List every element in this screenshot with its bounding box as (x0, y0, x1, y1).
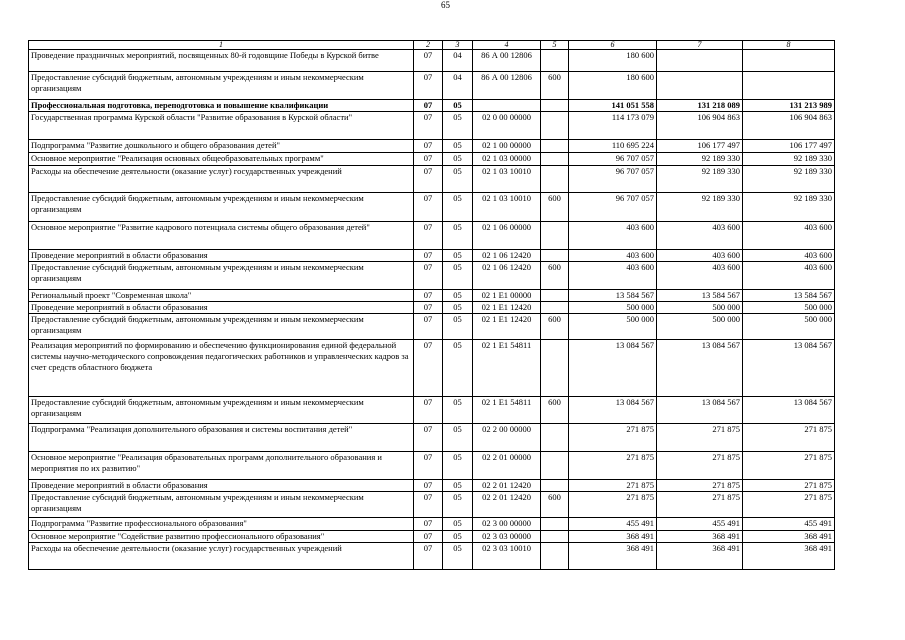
amount-year3-cell: 368 491 (743, 543, 835, 570)
target-article-cell: 02 3 03 00000 (473, 531, 541, 543)
target-article-cell: 02 0 00 00000 (473, 112, 541, 140)
expense-name-cell: Реализация мероприятий по формированию и обеспечению функционирования единой федеральной системы научно-методического сопровождения педагогических работников и управленческих кадров за счет средств областного бюджета (29, 340, 414, 397)
expense-name-cell: Проведение праздничных мероприятий, посвященных 80-й годовщине Победы в Курской битве (29, 50, 414, 72)
amount-year2-cell: 92 189 330 (657, 166, 743, 193)
table-row (29, 262, 835, 290)
section-code-cell: 07 (414, 50, 443, 72)
expense-name-cell: Профессиональная подготовка, переподготовка и повышение квалификации (29, 100, 414, 112)
section-code-cell: 07 (414, 314, 443, 340)
amount-year2-cell (657, 50, 743, 72)
target-article-cell: 02 2 01 12420 (473, 492, 541, 518)
table-row (29, 100, 835, 112)
amount-year3-cell: 271 875 (743, 480, 835, 492)
section-code-cell: 07 (414, 531, 443, 543)
table-row (29, 250, 835, 262)
expense-type-cell: 600 (541, 314, 569, 340)
expense-name-cell: Предоставление субсидий бюджетным, автономным учреждениям и иным некоммерческим организациям (29, 397, 414, 424)
subsection-code-cell: 05 (443, 140, 473, 153)
expense-type-cell (541, 112, 569, 140)
table-row (29, 302, 835, 314)
table-row (29, 452, 835, 480)
target-article-cell: 02 1 Е1 12420 (473, 314, 541, 340)
expense-name-cell: Проведение мероприятий в области образования (29, 250, 414, 262)
subsection-code-cell: 05 (443, 518, 473, 531)
budget-table (28, 40, 835, 570)
subsection-code-cell: 05 (443, 262, 473, 290)
amount-year1-cell: 13 084 567 (569, 340, 657, 397)
target-article-cell: 02 1 06 00000 (473, 222, 541, 250)
table-row (29, 72, 835, 100)
target-article-cell: 02 1 Е1 00000 (473, 290, 541, 302)
target-article-cell: 02 2 01 00000 (473, 452, 541, 480)
amount-year3-cell (743, 50, 835, 72)
amount-year1-cell: 368 491 (569, 531, 657, 543)
expense-type-cell (541, 153, 569, 166)
amount-year3-cell: 368 491 (743, 531, 835, 543)
expense-name-cell: Проведение мероприятий в области образования (29, 302, 414, 314)
subsection-code-cell: 05 (443, 452, 473, 480)
expense-name-cell: Подпрограмма "Реализация дополнительного образования и системы воспитания детей" (29, 424, 414, 452)
expense-name-cell: Основное мероприятие "Развитие кадрового потенциала системы общего образования детей" (29, 222, 414, 250)
target-article-cell: 02 1 06 12420 (473, 262, 541, 290)
amount-year1-cell: 141 051 558 (569, 100, 657, 112)
expense-name-cell: Предоставление субсидий бюджетным, автономным учреждениям и иным некоммерческим организациям (29, 262, 414, 290)
target-article-cell: 86 А 00 12806 (473, 50, 541, 72)
amount-year3-cell: 271 875 (743, 452, 835, 480)
amount-year2-cell: 403 600 (657, 222, 743, 250)
amount-year1-cell: 271 875 (569, 424, 657, 452)
table-row (29, 112, 835, 140)
section-code-cell: 07 (414, 424, 443, 452)
amount-year3-cell: 92 189 330 (743, 193, 835, 222)
amount-year2-cell (657, 72, 743, 100)
section-code-cell: 07 (414, 100, 443, 112)
section-code-cell: 07 (414, 397, 443, 424)
expense-type-cell (541, 543, 569, 570)
subsection-code-cell: 05 (443, 302, 473, 314)
expense-name-cell: Проведение мероприятий в области образования (29, 480, 414, 492)
table-row (29, 222, 835, 250)
amount-year3-cell: 403 600 (743, 250, 835, 262)
target-article-cell: 02 3 03 10010 (473, 543, 541, 570)
expense-type-cell (541, 302, 569, 314)
expense-type-cell (541, 518, 569, 531)
expense-type-cell (541, 140, 569, 153)
amount-year2-cell: 13 584 567 (657, 290, 743, 302)
page-number: 65 (441, 0, 450, 10)
subsection-code-cell: 05 (443, 193, 473, 222)
amount-year3-cell: 403 600 (743, 262, 835, 290)
expense-type-cell (541, 290, 569, 302)
amount-year3-cell: 13 084 567 (743, 397, 835, 424)
expense-name-cell: Подпрограмма "Развитие дошкольного и общего образования детей" (29, 140, 414, 153)
amount-year2-cell: 92 189 330 (657, 193, 743, 222)
amount-year1-cell: 403 600 (569, 250, 657, 262)
table-row (29, 340, 835, 397)
expense-type-cell: 600 (541, 262, 569, 290)
expense-name-cell: Основное мероприятие "Реализация образовательных программ дополнительного образования и мероприятия по их развитию" (29, 452, 414, 480)
expense-type-cell (541, 424, 569, 452)
subsection-code-cell: 05 (443, 543, 473, 570)
amount-year1-cell: 96 707 057 (569, 153, 657, 166)
table-row (29, 543, 835, 570)
amount-year3-cell: 106 177 497 (743, 140, 835, 153)
amount-year2-cell: 106 177 497 (657, 140, 743, 153)
table-row (29, 314, 835, 340)
amount-year2-cell: 271 875 (657, 492, 743, 518)
amount-year2-cell: 13 084 567 (657, 340, 743, 397)
target-article-cell: 02 1 Е1 54811 (473, 340, 541, 397)
section-code-cell: 07 (414, 290, 443, 302)
expense-name-cell: Предоставление субсидий бюджетным, автономным учреждениям и иным некоммерческим организациям (29, 193, 414, 222)
expense-type-cell (541, 50, 569, 72)
amount-year1-cell: 13 084 567 (569, 397, 657, 424)
target-article-cell: 02 1 Е1 12420 (473, 302, 541, 314)
expense-type-cell (541, 100, 569, 112)
section-code-cell: 07 (414, 140, 443, 153)
amount-year3-cell: 92 189 330 (743, 153, 835, 166)
amount-year1-cell: 96 707 057 (569, 166, 657, 193)
amount-year3-cell: 106 904 863 (743, 112, 835, 140)
amount-year2-cell: 131 218 089 (657, 100, 743, 112)
table-row (29, 518, 835, 531)
target-article-cell: 02 1 Е1 54811 (473, 397, 541, 424)
amount-year3-cell: 92 189 330 (743, 166, 835, 193)
section-code-cell: 07 (414, 193, 443, 222)
subsection-code-cell: 05 (443, 340, 473, 397)
table-row (29, 50, 835, 72)
section-code-cell: 07 (414, 492, 443, 518)
amount-year2-cell: 403 600 (657, 262, 743, 290)
target-article-cell: 02 1 06 12420 (473, 250, 541, 262)
column-header: 5 (541, 41, 569, 50)
amount-year2-cell: 271 875 (657, 424, 743, 452)
expense-type-cell (541, 340, 569, 397)
target-article-cell: 86 А 00 12806 (473, 72, 541, 100)
target-article-cell: 02 1 03 10010 (473, 166, 541, 193)
expense-type-cell (541, 222, 569, 250)
expense-name-cell: Подпрограмма "Развитие профессионального образования" (29, 518, 414, 531)
table-row (29, 193, 835, 222)
expense-type-cell (541, 531, 569, 543)
amount-year3-cell (743, 72, 835, 100)
amount-year1-cell: 96 707 057 (569, 193, 657, 222)
table-row (29, 290, 835, 302)
amount-year1-cell: 403 600 (569, 222, 657, 250)
amount-year3-cell: 500 000 (743, 302, 835, 314)
subsection-code-cell: 04 (443, 50, 473, 72)
column-header: 6 (569, 41, 657, 50)
expense-name-cell: Предоставление субсидий бюджетным, автономным учреждениям и иным некоммерческим организациям (29, 492, 414, 518)
target-article-cell: 02 1 03 00000 (473, 153, 541, 166)
amount-year3-cell: 13 084 567 (743, 340, 835, 397)
amount-year1-cell: 403 600 (569, 262, 657, 290)
amount-year3-cell: 500 000 (743, 314, 835, 340)
subsection-code-cell: 05 (443, 397, 473, 424)
column-header: 1 (29, 41, 414, 50)
amount-year1-cell: 13 584 567 (569, 290, 657, 302)
subsection-code-cell: 04 (443, 72, 473, 100)
amount-year2-cell: 500 000 (657, 314, 743, 340)
expense-type-cell: 600 (541, 397, 569, 424)
column-header: 7 (657, 41, 743, 50)
amount-year2-cell: 106 904 863 (657, 112, 743, 140)
section-code-cell: 07 (414, 72, 443, 100)
amount-year2-cell: 92 189 330 (657, 153, 743, 166)
subsection-code-cell: 05 (443, 480, 473, 492)
target-article-cell (473, 100, 541, 112)
expense-type-cell (541, 166, 569, 193)
column-header: 4 (473, 41, 541, 50)
expense-name-cell: Предоставление субсидий бюджетным, автономным учреждениям и иным некоммерческим организациям (29, 314, 414, 340)
column-header: 2 (414, 41, 443, 50)
section-code-cell: 07 (414, 543, 443, 570)
table-row (29, 492, 835, 518)
amount-year1-cell: 368 491 (569, 543, 657, 570)
expense-name-cell: Предоставление субсидий бюджетным, автономным учреждениям и иным некоммерческим организациям (29, 72, 414, 100)
amount-year1-cell: 500 000 (569, 314, 657, 340)
amount-year3-cell: 271 875 (743, 492, 835, 518)
section-code-cell: 07 (414, 250, 443, 262)
expense-name-cell: Расходы на обеспечение деятельности (оказание услуг) государственных учреждений (29, 166, 414, 193)
expense-type-cell: 600 (541, 72, 569, 100)
amount-year2-cell: 13 084 567 (657, 397, 743, 424)
amount-year1-cell: 180 600 (569, 72, 657, 100)
section-code-cell: 07 (414, 480, 443, 492)
subsection-code-cell: 05 (443, 290, 473, 302)
target-article-cell: 02 2 00 00000 (473, 424, 541, 452)
amount-year1-cell: 500 000 (569, 302, 657, 314)
amount-year1-cell: 271 875 (569, 452, 657, 480)
amount-year2-cell: 500 000 (657, 302, 743, 314)
expense-name-cell: Расходы на обеспечение деятельности (оказание услуг) государственных учреждений (29, 543, 414, 570)
table-row (29, 424, 835, 452)
amount-year3-cell: 271 875 (743, 424, 835, 452)
target-article-cell: 02 1 03 10010 (473, 193, 541, 222)
table-row (29, 480, 835, 492)
amount-year3-cell: 403 600 (743, 222, 835, 250)
amount-year2-cell: 368 491 (657, 543, 743, 570)
section-code-cell: 07 (414, 222, 443, 250)
amount-year3-cell: 455 491 (743, 518, 835, 531)
expense-name-cell: Основное мероприятие "Содействие развитию профессионального образования" (29, 531, 414, 543)
amount-year3-cell: 131 213 989 (743, 100, 835, 112)
amount-year1-cell: 455 491 (569, 518, 657, 531)
expense-type-cell (541, 452, 569, 480)
table-row (29, 531, 835, 543)
amount-year1-cell: 271 875 (569, 480, 657, 492)
section-code-cell: 07 (414, 262, 443, 290)
column-header-row (29, 41, 835, 50)
target-article-cell: 02 1 00 00000 (473, 140, 541, 153)
section-code-cell: 07 (414, 340, 443, 397)
subsection-code-cell: 05 (443, 222, 473, 250)
expense-name-cell: Региональный проект "Современная школа" (29, 290, 414, 302)
amount-year1-cell: 271 875 (569, 492, 657, 518)
expense-type-cell: 600 (541, 492, 569, 518)
table-row (29, 397, 835, 424)
column-header: 8 (743, 41, 835, 50)
amount-year2-cell: 271 875 (657, 480, 743, 492)
subsection-code-cell: 05 (443, 424, 473, 452)
amount-year2-cell: 368 491 (657, 531, 743, 543)
section-code-cell: 07 (414, 112, 443, 140)
section-code-cell: 07 (414, 302, 443, 314)
subsection-code-cell: 05 (443, 166, 473, 193)
amount-year3-cell: 13 584 567 (743, 290, 835, 302)
expense-type-cell (541, 250, 569, 262)
amount-year2-cell: 403 600 (657, 250, 743, 262)
expense-type-cell: 600 (541, 193, 569, 222)
table-row (29, 166, 835, 193)
amount-year1-cell: 180 600 (569, 50, 657, 72)
target-article-cell: 02 2 01 12420 (473, 480, 541, 492)
expense-name-cell: Основное мероприятие "Реализация основных общеобразовательных программ" (29, 153, 414, 166)
target-article-cell: 02 3 00 00000 (473, 518, 541, 531)
amount-year2-cell: 271 875 (657, 452, 743, 480)
section-code-cell: 07 (414, 166, 443, 193)
subsection-code-cell: 05 (443, 100, 473, 112)
section-code-cell: 07 (414, 153, 443, 166)
subsection-code-cell: 05 (443, 153, 473, 166)
section-code-cell: 07 (414, 518, 443, 531)
amount-year1-cell: 114 173 079 (569, 112, 657, 140)
subsection-code-cell: 05 (443, 314, 473, 340)
subsection-code-cell: 05 (443, 112, 473, 140)
expense-type-cell (541, 480, 569, 492)
expense-name-cell: Государственная программа Курской области "Развитие образования в Курской области" (29, 112, 414, 140)
amount-year1-cell: 110 695 224 (569, 140, 657, 153)
table-row (29, 153, 835, 166)
subsection-code-cell: 05 (443, 250, 473, 262)
column-header: 3 (443, 41, 473, 50)
section-code-cell: 07 (414, 452, 443, 480)
subsection-code-cell: 05 (443, 492, 473, 518)
amount-year2-cell: 455 491 (657, 518, 743, 531)
table-row (29, 140, 835, 153)
subsection-code-cell: 05 (443, 531, 473, 543)
